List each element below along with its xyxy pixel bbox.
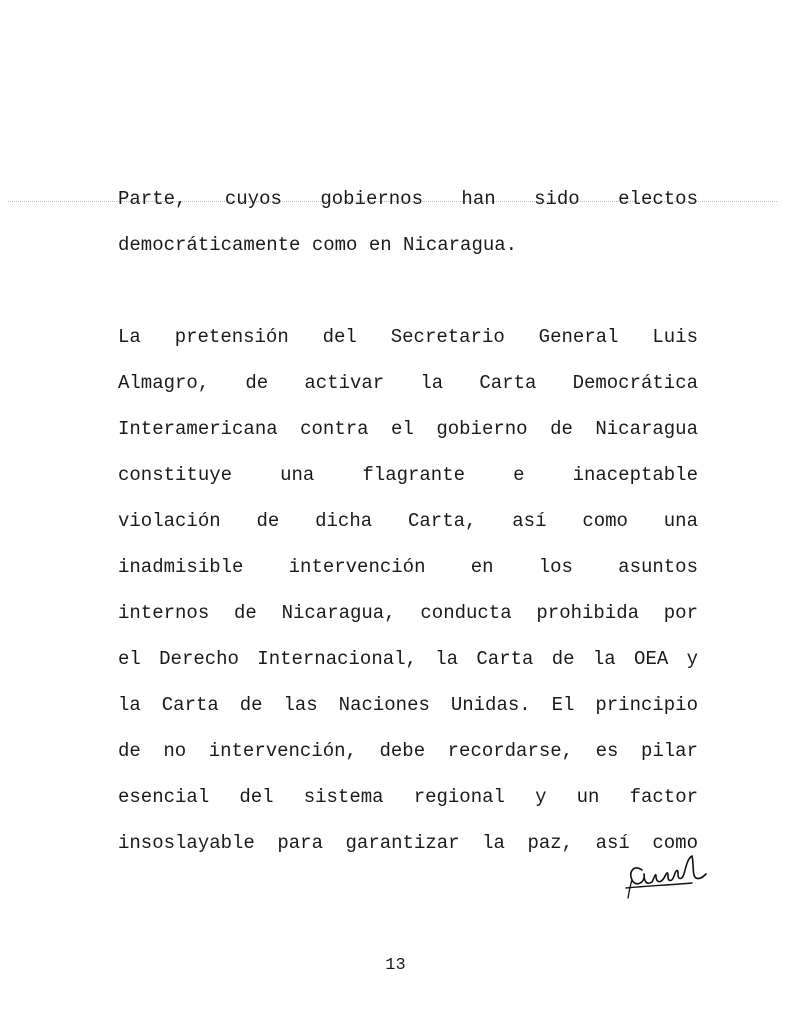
paragraph-1-line-2: democráticamente como en Nicaragua. [118,234,518,256]
paragraph-2-line-9: la Carta de las Naciones Unidas. El principio [118,694,698,716]
paragraph-2-line-10: de no intervención, debe recordarse, es pilar [118,740,698,762]
paragraph-2-line-1: La pretensión del Secretario General Luis [118,326,698,348]
paragraph-2-line-6: inadmisible intervención en los asuntos [118,556,698,578]
paragraph-2-line-12: insoslayable para garantizar la paz, así como [118,832,698,854]
paragraph-2-line-11: esencial del sistema regional y un factor [118,786,698,808]
paragraph-2-line-8: el Derecho Internacional, la Carta de la OEA y [118,648,698,670]
paragraph-2-line-4: constituye una flagrante e inaceptable [118,464,698,486]
paragraph-1-line-1: Parte, cuyos gobiernos han sido electos [118,188,698,210]
handwritten-signature [622,850,714,902]
paragraph-2-line-2: Almagro, de activar la Carta Democrática [118,372,698,394]
paragraph-2-line-5: violación de dicha Carta, así como una [118,510,698,532]
paragraph-2-line-7: internos de Nicaragua, conducta prohibida por [118,602,698,624]
paragraph-2-line-3: Interamericana contra el gobierno de Nicaragua [118,418,698,440]
page-number: 13 [385,956,406,975]
